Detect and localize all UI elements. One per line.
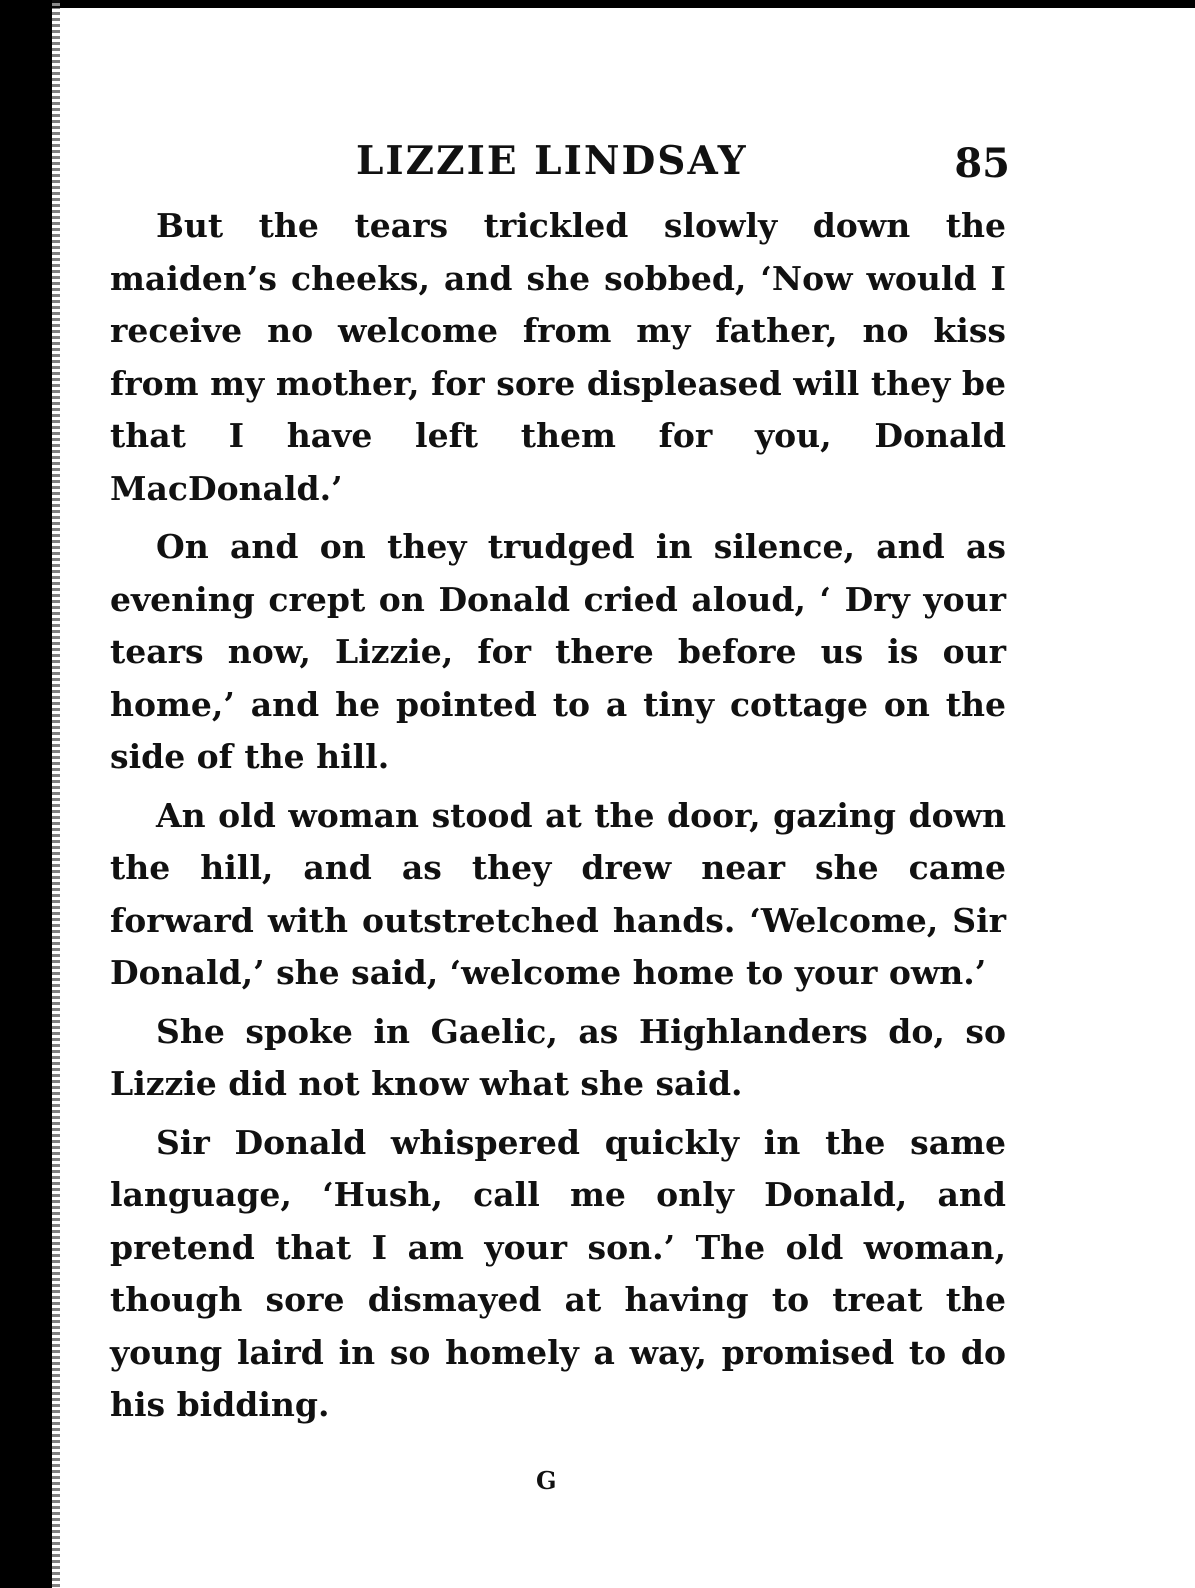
page-number: 85 <box>954 140 1010 187</box>
running-title: LIZZIE LINDSAY <box>356 138 748 184</box>
signature-mark: G <box>536 1466 557 1495</box>
paragraph-3: An old woman stood at the door, gazing down the hill, and as they drew near she came forward with outstretched hands. ‘Welcome, Sir Donald,’ she said, ‘welcome home to your own.’ <box>110 795 1006 992</box>
paragraph-2: On and on they trudged in silence, and as evening crept on Donald cried aloud, ‘ Dry your tears now, Lizzie, for there before us is our home,’ and he pointed to a tiny cottage on the side of the hill. <box>110 527 1006 776</box>
paragraph-4: She spoke in Gaelic, as Highlanders do, so Lizzie did not know what she said. <box>110 1011 1006 1103</box>
scan-binding-fringe <box>52 0 60 1588</box>
body-text <box>110 200 1006 1438</box>
paragraph-5: Sir Donald whispered quickly in the same language, ‘Hush, call me only Donald, and pretend that I am your son.’ The old woman, though sore dismayed at having to treat the young laird in so homely a way, promised to do his bidding. <box>110 1122 1006 1424</box>
page-header <box>100 128 1020 188</box>
scan-binding-edge <box>0 0 52 1588</box>
paragraph-1: But the tears trickled slowly down the maiden’s cheeks, and she sobbed, ‘Now would I receive no welcome from my father, no kiss from my mother, for sore displeased will they be that I have left them for you, Donald MacDonald.’ <box>110 206 1006 508</box>
scan-top-edge <box>0 0 1195 8</box>
